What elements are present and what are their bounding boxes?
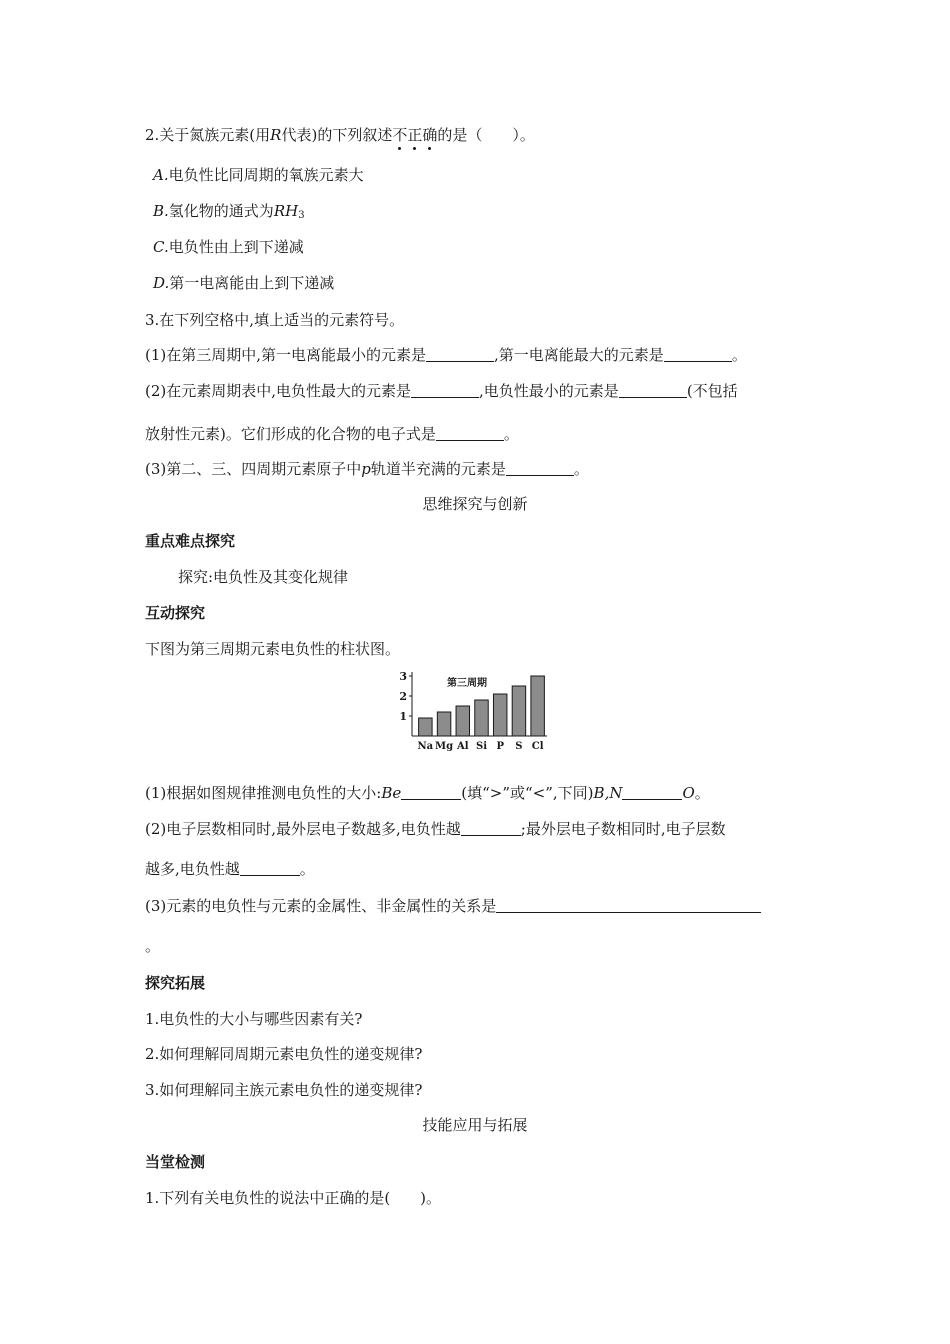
iq-part3-cont: 。 [145, 937, 161, 955]
answer-blank[interactable] [461, 820, 521, 836]
bar-na [419, 718, 432, 736]
heading-extension: 探究拓展 [145, 974, 206, 992]
emphasis-char: 正 [407, 126, 423, 144]
emphasis-char: 确 [422, 126, 438, 144]
y-tick-label: 2 [399, 690, 407, 703]
answer-blank[interactable] [411, 382, 479, 398]
chart-intro: 下图为第三周期元素电负性的柱状图。 [145, 640, 401, 658]
x-tick-label: P [496, 741, 504, 752]
extend-item: 1.电负性的大小与哪些因素有关? [145, 1010, 363, 1028]
answer-blank[interactable] [401, 784, 461, 800]
x-tick-label: Mg [435, 741, 454, 752]
q3-part2-cont: 放射性元素)。它们形成的化合物的电子式是 。 [145, 425, 519, 443]
extend-item: 3.如何理解同主族元素电负性的递变规律? [145, 1081, 423, 1099]
y-tick-label: 3 [399, 670, 407, 683]
answer-blank[interactable] [426, 346, 494, 362]
section-title-thinking: 思维探究与创新 [422, 495, 528, 513]
bar-p [493, 694, 506, 736]
answer-blank[interactable] [436, 425, 504, 441]
q2-stem: 2.关于氮族元素(用R代表)的下列叙述不正确的是（ ）。 [145, 126, 535, 144]
bar-si [475, 700, 488, 736]
x-tick-label: Si [475, 741, 488, 752]
answer-blank[interactable] [619, 382, 687, 398]
q2-option-a: A.电负性比同周期的氧族元素大 [153, 166, 364, 184]
x-tick-label: Al [457, 741, 469, 752]
q3-stem: 3.在下列空格中,填上适当的元素符号。 [145, 311, 405, 329]
answer-blank[interactable] [622, 784, 682, 800]
x-tick-label: Cl [531, 741, 544, 752]
q3-part3: (3)第二、三、四周期元素原子中p轨道半充满的元素是 。 [145, 460, 589, 478]
q2-option-c: C.电负性由上到下递减 [153, 238, 304, 256]
chart-title: 第三周期 [447, 678, 487, 689]
extend-item: 2.如何理解同周期元素电负性的递变规律? [145, 1045, 423, 1063]
y-tick-label: 1 [399, 710, 407, 723]
x-tick-label: S [515, 741, 523, 752]
q3-part2: (2)在元素周期表中,电负性最大的元素是 ,电负性最小的元素是 (不包括 [145, 382, 738, 400]
answer-blank[interactable] [240, 860, 300, 876]
bar-cl [531, 676, 544, 736]
section-title-skills: 技能应用与拓展 [422, 1116, 528, 1134]
answer-blank[interactable] [496, 897, 761, 913]
iq-part1: (1)根据如图规律推测电负性的大小:Be (填“>”或“<”,下同)B,N O。 [145, 784, 710, 802]
heading-key-points: 重点难点探究 [145, 532, 236, 550]
bar-s [512, 686, 525, 736]
x-tick-label: Na [417, 741, 434, 752]
bar-al [456, 706, 469, 736]
q2-option-b: B.氢化物的通式为$RH_3$ [153, 202, 305, 221]
inquiry-title: 探究:电负性及其变化规律 [178, 568, 349, 586]
check-question-1: 1.下列有关电负性的说法中正确的是( )。 [145, 1189, 442, 1207]
electronegativity-bar-chart [395, 664, 555, 754]
emphasis-char: 不 [392, 126, 408, 144]
iq-part2-cont: 越多,电负性越 。 [145, 860, 315, 878]
bar-mg [437, 712, 450, 736]
iq-part2: (2)电子层数相同时,最外层电子数越多,电负性越 ;最外层电子数相同时,电子层数 [145, 820, 726, 838]
heading-interactive: 互动探究 [145, 604, 206, 622]
heading-check: 当堂检测 [145, 1153, 206, 1171]
iq-part3: (3)元素的电负性与元素的金属性、非金属性的关系是 [145, 896, 761, 916]
q2-option-d: D.第一电离能由上到下递减 [153, 274, 335, 292]
answer-blank[interactable] [506, 460, 574, 476]
answer-blank[interactable] [664, 346, 732, 362]
q3-part1: (1)在第三周期中,第一电离能最小的元素是 ,第一电离能最大的元素是 。 [145, 346, 747, 364]
